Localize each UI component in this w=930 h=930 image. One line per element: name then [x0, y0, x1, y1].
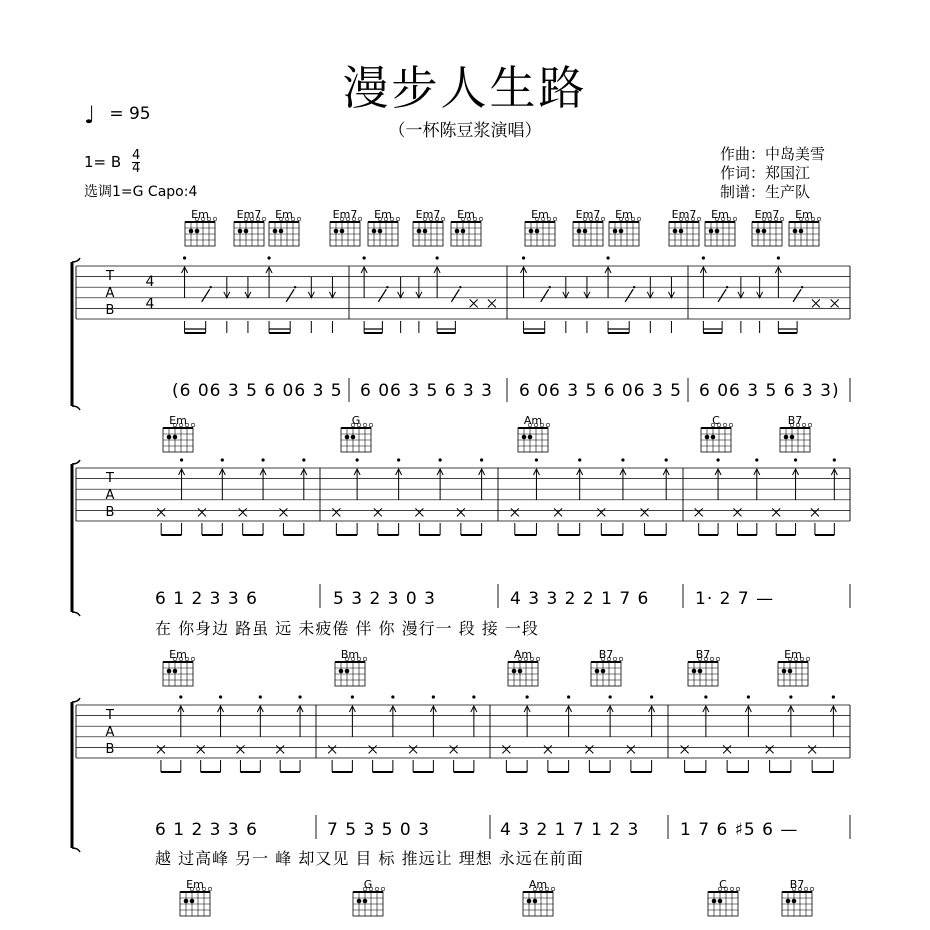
finger-dot — [679, 229, 684, 234]
accent-dot — [633, 286, 635, 288]
finger-dot — [423, 229, 428, 234]
finger-dot — [334, 229, 339, 234]
mute-mark — [544, 745, 552, 753]
mute-mark — [450, 745, 458, 753]
credit-transcriber: 制谱：生产队 — [720, 183, 811, 201]
accent-dot — [221, 458, 224, 461]
mute-mark — [597, 508, 605, 516]
slash-note — [718, 289, 726, 302]
finger-dot — [357, 899, 362, 904]
accent-dot — [789, 695, 792, 698]
mute-mark — [511, 508, 519, 516]
finger-dot — [790, 435, 795, 440]
finger-dot — [512, 669, 517, 674]
accent-dot — [794, 458, 797, 461]
tempo-value: = 95 — [109, 104, 151, 124]
chord-name: Am — [513, 648, 533, 661]
mute-mark — [409, 745, 417, 753]
accent-dot — [747, 695, 750, 698]
mute-mark — [641, 508, 649, 516]
mute-mark — [488, 299, 496, 307]
chord-name: Em — [457, 208, 475, 221]
chord-name: Em — [275, 208, 293, 221]
accent-dot — [704, 695, 707, 698]
finger-dot — [782, 669, 787, 674]
tab-letter: T — [106, 471, 114, 486]
mute-mark — [332, 508, 340, 516]
finger-dot — [619, 229, 624, 234]
tab-letter: B — [105, 303, 115, 318]
mute-mark — [831, 299, 839, 307]
mute-mark — [374, 508, 382, 516]
accent-dot — [179, 695, 182, 698]
key-label: 1= B — [84, 153, 122, 171]
finger-dot — [528, 435, 533, 440]
accent-dot — [578, 458, 581, 461]
accent-dot — [526, 695, 529, 698]
mute-mark — [157, 745, 165, 753]
accent-dot — [397, 458, 400, 461]
finger-dot — [351, 435, 356, 440]
quarter-note-icon: ♩ — [84, 101, 96, 129]
chord-name: Am — [528, 878, 548, 891]
accent-dot — [621, 458, 624, 461]
accent-dot — [267, 256, 270, 259]
mute-mark — [681, 745, 689, 753]
finger-dot — [363, 899, 368, 904]
finger-dot — [190, 899, 195, 904]
chord-name: B7 — [789, 878, 805, 891]
finger-dot — [793, 229, 798, 234]
accent-dot — [302, 458, 305, 461]
finger-dot — [527, 899, 532, 904]
finger-dot — [529, 229, 534, 234]
accent-dot — [261, 458, 264, 461]
song-title: 漫步人生路 — [342, 61, 588, 115]
mute-mark — [554, 508, 562, 516]
finger-dot — [345, 435, 350, 440]
chord-name: Em — [191, 208, 209, 221]
mute-mark — [723, 745, 731, 753]
chord-name: Em — [186, 878, 204, 891]
slash-note — [625, 289, 633, 302]
chord-name: Em — [169, 648, 187, 661]
mute-mark — [766, 745, 774, 753]
capo-info: 选调1=G Capo:4 — [84, 184, 198, 200]
mute-mark — [772, 508, 780, 516]
accent-dot — [219, 695, 222, 698]
mute-mark — [811, 508, 819, 516]
finger-dot — [698, 669, 703, 674]
chord-name: Em — [795, 208, 813, 221]
tab-letter: B — [105, 505, 115, 520]
finger-dot — [577, 229, 582, 234]
accent-dot — [702, 256, 705, 259]
finger-dot — [601, 669, 606, 674]
lyrics-line-1: 在 你身边 路虽 远 未疲倦 伴 你 漫行一 段 接 一段 — [155, 619, 539, 638]
accent-dot — [259, 695, 262, 698]
finger-dot — [279, 229, 284, 234]
notation-measure-3-2: 7 5 3 5 0 3 — [327, 820, 430, 840]
tab-letter: A — [105, 488, 115, 503]
chord-name: Em — [169, 414, 187, 427]
accent-dot — [351, 695, 354, 698]
mute-mark — [808, 745, 816, 753]
accent-dot — [535, 458, 538, 461]
finger-dot — [595, 669, 600, 674]
finger-dot — [238, 229, 243, 234]
accent-dot — [363, 256, 366, 259]
accent-dot — [716, 458, 719, 461]
accent-dot — [480, 458, 483, 461]
chord-name: Em7 — [415, 208, 441, 221]
finger-dot — [173, 669, 178, 674]
accent-dot — [833, 458, 836, 461]
finger-dot — [788, 669, 793, 674]
chord-name: C — [719, 878, 727, 891]
lyrics-line-2: 越 过高峰 另一 峰 却又见 目 标 推远让 理想 永远在前面 — [155, 849, 584, 868]
mute-mark — [197, 745, 205, 753]
notation-measure-3-3: 4 3 2 1 7 1 2 3 — [500, 820, 640, 840]
mute-mark — [470, 299, 478, 307]
chord-name: Em — [531, 208, 549, 221]
notation-measure-1-4: 6 06 3 5 6 3 3) — [699, 381, 840, 401]
chord-name: Em7 — [236, 208, 262, 221]
finger-dot — [378, 229, 383, 234]
finger-dot — [535, 229, 540, 234]
tab-letter: A — [105, 725, 115, 740]
chord-name: Em — [615, 208, 633, 221]
slash-note — [202, 289, 210, 302]
finger-dot — [715, 229, 720, 234]
finger-dot — [455, 229, 460, 234]
finger-dot — [692, 669, 697, 674]
accent-dot — [472, 695, 475, 698]
finger-dot — [712, 899, 717, 904]
finger-dot — [244, 229, 249, 234]
slash-note — [378, 289, 386, 302]
accent-dot — [801, 286, 803, 288]
accent-dot — [665, 458, 668, 461]
chord-name: B7 — [787, 414, 803, 427]
notation-measure-3-4: 1 7 6 ♯5 6 — — [680, 820, 799, 840]
credit-lyricist: 作词：郑国江 — [720, 164, 811, 182]
time-sig-bottom: 4 — [131, 161, 141, 176]
finger-dot — [718, 899, 723, 904]
chord-name: Em — [711, 208, 729, 221]
accent-dot — [548, 286, 550, 288]
chord-name: Em7 — [332, 208, 358, 221]
finger-dot — [522, 435, 527, 440]
finger-dot — [195, 229, 200, 234]
chord-name: Em — [784, 648, 802, 661]
chord-name: Em7 — [575, 208, 601, 221]
song-subtitle: （一杯陈豆浆演唱） — [388, 121, 542, 141]
accent-dot — [209, 286, 211, 288]
accent-dot — [183, 256, 186, 259]
notation-measure-2-4: 1· 2 7 — — [695, 589, 775, 609]
accent-dot — [832, 695, 835, 698]
accent-dot — [567, 695, 570, 698]
notation-measure-1-3: 6 06 3 5 6 06 3 5 — [519, 381, 682, 401]
chord-name: Em7 — [754, 208, 780, 221]
mute-mark — [369, 745, 377, 753]
finger-dot — [756, 229, 761, 234]
tab-letter: T — [106, 708, 114, 723]
finger-dot — [613, 229, 618, 234]
accent-dot — [356, 458, 359, 461]
accent-dot — [726, 286, 728, 288]
slash-note — [541, 289, 549, 302]
notation-measure-2-3: 4 3 3 2 2 1 7 6 — [510, 589, 650, 609]
mute-mark — [585, 745, 593, 753]
chord-name: B7 — [598, 648, 614, 661]
notation-measure-2-1: 6 1 2 3 3 6 — [155, 589, 258, 609]
slash-note — [793, 289, 801, 302]
notation-measure-3-1: 6 1 2 3 3 6 — [155, 820, 258, 840]
finger-dot — [786, 899, 791, 904]
slash-note — [286, 289, 294, 302]
chord-name: G — [363, 878, 373, 891]
finger-dot — [792, 899, 797, 904]
mute-mark — [812, 299, 820, 307]
mute-mark — [239, 508, 247, 516]
accent-dot — [436, 256, 439, 259]
chord-name: G — [351, 414, 361, 427]
finger-dot — [372, 229, 377, 234]
mute-mark — [415, 508, 423, 516]
mute-mark — [695, 508, 703, 516]
finger-dot — [461, 229, 466, 234]
accent-dot — [294, 286, 296, 288]
mute-mark — [279, 508, 287, 516]
accent-dot — [180, 458, 183, 461]
notation-measure-1-1: (6 06 3 5 6 06 3 5 — [172, 381, 343, 401]
finger-dot — [799, 229, 804, 234]
tab-letter: A — [105, 286, 115, 301]
accent-dot — [609, 695, 612, 698]
accent-dot — [432, 695, 435, 698]
chord-name: Am — [523, 414, 543, 427]
credit-composer: 作曲：中岛美雪 — [720, 145, 826, 163]
finger-dot — [167, 435, 172, 440]
notation-measure-1-2: 6 06 3 5 6 3 3 — [360, 381, 493, 401]
finger-dot — [340, 229, 345, 234]
time-sig-top: 4 — [131, 148, 141, 163]
time-sig-tab-top: 4 — [145, 274, 155, 290]
finger-dot — [583, 229, 588, 234]
finger-dot — [184, 899, 189, 904]
mute-mark — [627, 745, 635, 753]
time-sig-tab-bottom: 4 — [145, 296, 155, 312]
finger-dot — [518, 669, 523, 674]
finger-dot — [273, 229, 278, 234]
finger-dot — [189, 229, 194, 234]
accent-dot — [439, 458, 442, 461]
chord-name: B7 — [695, 648, 711, 661]
mute-mark — [236, 745, 244, 753]
accent-dot — [391, 695, 394, 698]
mute-mark — [502, 745, 510, 753]
chord-name: C — [712, 414, 720, 427]
accent-dot — [459, 286, 461, 288]
finger-dot — [705, 435, 710, 440]
accent-dot — [755, 458, 758, 461]
finger-dot — [784, 435, 789, 440]
mute-mark — [157, 508, 165, 516]
slash-note — [451, 289, 459, 302]
tab-letter: T — [106, 269, 114, 284]
accent-dot — [386, 286, 388, 288]
chord-name: Em7 — [671, 208, 697, 221]
accent-dot — [606, 256, 609, 259]
finger-dot — [711, 435, 716, 440]
finger-dot — [762, 229, 767, 234]
finger-dot — [533, 899, 538, 904]
accent-dot — [777, 256, 780, 259]
tab-letter: B — [105, 742, 115, 757]
notation-measure-2-2: 5 3 2 3 0 3 — [333, 589, 436, 609]
mute-mark — [733, 508, 741, 516]
mute-mark — [328, 745, 336, 753]
accent-dot — [522, 256, 525, 259]
finger-dot — [673, 229, 678, 234]
chord-name: Bm — [340, 648, 360, 661]
mute-mark — [198, 508, 206, 516]
finger-dot — [709, 229, 714, 234]
accent-dot — [650, 695, 653, 698]
mute-mark — [276, 745, 284, 753]
finger-dot — [339, 669, 344, 674]
accent-dot — [298, 695, 301, 698]
finger-dot — [345, 669, 350, 674]
finger-dot — [167, 669, 172, 674]
finger-dot — [173, 435, 178, 440]
finger-dot — [417, 229, 422, 234]
chord-name: Em — [374, 208, 392, 221]
mute-mark — [457, 508, 465, 516]
